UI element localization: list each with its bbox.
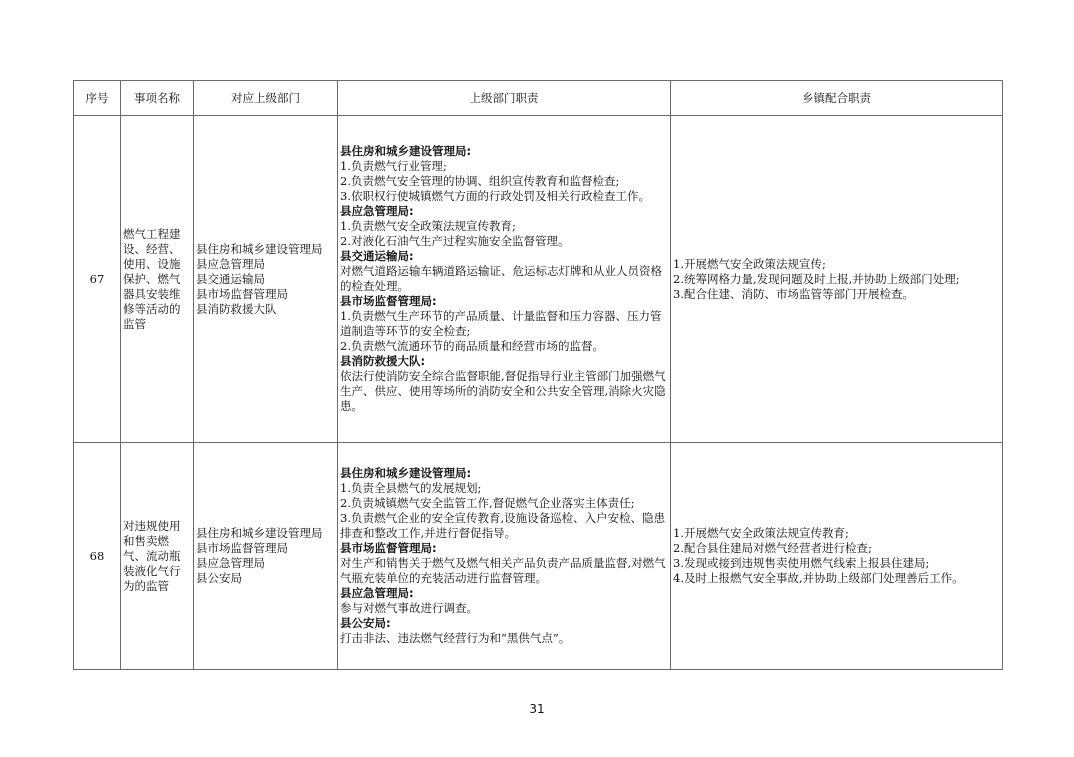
department-item: 县住房和城乡建设管理局 [196, 526, 323, 540]
table-row [74, 443, 1003, 670]
header-row [74, 81, 1003, 116]
town-duty-line: 1.开展燃气安全政策法规宣传; [673, 256, 826, 271]
responsibility-table [73, 80, 1003, 670]
duty-line: 3.负责燃气企业的安全宣传教育,设施设备巡检、入户安检、隐患排查和整改工作,并进行督促指导。 [340, 511, 666, 540]
row-number: 67 [74, 116, 121, 443]
duty-section-title: 县住房和城乡建设管理局: [340, 466, 472, 480]
duty-line: 对燃气道路运输车辆道路运输证、危运标志灯牌和从业人员资格的检查处理。 [340, 264, 662, 293]
duty-line: 1.负责燃气生产环节的产品质量、计量监督和压力容器、压力管道制造等环节的安全检查; [340, 309, 662, 338]
town-duty-line: 3.配合住建、消防、市场监管等部门开展检查。 [673, 286, 914, 301]
town-duty-line: 2.统筹网格力量,发现问题及时上报,并协助上级部门处理; [673, 271, 960, 286]
row-number: 68 [74, 443, 121, 670]
duty-section-title: 县应急管理局: [340, 204, 414, 218]
duty-line: 对生产和销售关于燃气及燃气相关产品负责产品质量监督,对燃气气瓶充装单位的充装活动进行监督管理。 [340, 556, 666, 585]
duty-line: 依法行使消防安全综合监督职能,督促指导行业主管部门加强燃气生产、供应、使用等场所的消防安全和公共安全管理,消除火灾隐患。 [340, 369, 666, 413]
department-item: 县市场监督管理局 [196, 541, 288, 555]
duty-line: 2.对液化石油气生产过程实施安全监督管理。 [340, 234, 570, 248]
department-item: 县公安局 [196, 571, 242, 585]
department-duties [338, 116, 671, 443]
duty-section-title: 县市场监督管理局: [340, 294, 437, 308]
duty-line: 2.负责燃气安全管理的协调、组织宣传教育和监督检查; [340, 174, 620, 188]
department-item: 县交通运输局 [196, 271, 265, 286]
department-item: 县应急管理局 [196, 256, 265, 271]
item-name: 燃气工程建设、经营、使用、设施保护、燃气器具安装维修等活动的监管 [121, 116, 194, 443]
town-duties [671, 443, 1003, 670]
town-duty-line: 3.发现或接到违规售卖使用燃气线索上报县住建局; [673, 556, 930, 570]
department-item: 县市场监督管理局 [196, 286, 288, 301]
department-list [194, 443, 338, 670]
town-duty-line: 2.配合县住建局对燃气经营者进行检查; [673, 541, 872, 555]
duty-section-title: 县公安局: [340, 616, 391, 630]
page-number: 31 [529, 702, 545, 716]
duty-line: 1.负责全县燃气的发展规划; [340, 481, 482, 495]
town-duties [671, 116, 1003, 443]
header-department: 对应上级部门 [194, 81, 338, 116]
duty-section-title: 县消防救援大队: [340, 354, 426, 368]
duty-line: 2.负责城镇燃气安全监管工作,督促燃气企业落实主体责任; [340, 496, 635, 510]
duty-line: 打击非法、违法燃气经营行为和“黑供气点”。 [340, 631, 571, 645]
department-item: 县应急管理局 [196, 556, 265, 570]
department-duties [338, 443, 671, 670]
header-item-name: 事项名称 [121, 81, 194, 116]
department-list [194, 116, 338, 443]
item-name: 对违规使用和售卖燃气、流动瓶装液化气行为的监管 [121, 443, 194, 670]
duty-line: 1.负责燃气安全政策法规宣传教育; [340, 219, 516, 233]
department-item: 县住房和城乡建设管理局 [196, 241, 323, 256]
duty-line: 2.负责燃气流通环节的商品质量和经营市场的监督。 [340, 339, 604, 353]
header-no: 序号 [74, 81, 121, 116]
table-row [74, 116, 1003, 443]
duty-section-title: 县应急管理局: [340, 586, 414, 600]
duty-section-title: 县住房和城乡建设管理局: [340, 144, 472, 158]
header-town-duties: 乡镇配合职责 [671, 81, 1003, 116]
town-duty-line: 4.及时上报燃气安全事故,并协助上级部门处理善后工作。 [673, 571, 964, 585]
town-duty-line: 1.开展燃气安全政策法规宣传教育; [673, 526, 849, 540]
department-item: 县消防救援大队 [196, 301, 277, 316]
duty-line: 1.负责燃气行业管理; [340, 159, 447, 173]
duty-section-title: 县交通运输局: [340, 249, 414, 263]
duty-line: 参与对燃气事故进行调查。 [340, 601, 478, 615]
header-duties: 上级部门职责 [338, 81, 671, 116]
duty-section-title: 县市场监督管理局: [340, 541, 437, 555]
duty-line: 3.依职权行使城镇燃气方面的行政处罚及相关行政检查工作。 [340, 189, 650, 203]
